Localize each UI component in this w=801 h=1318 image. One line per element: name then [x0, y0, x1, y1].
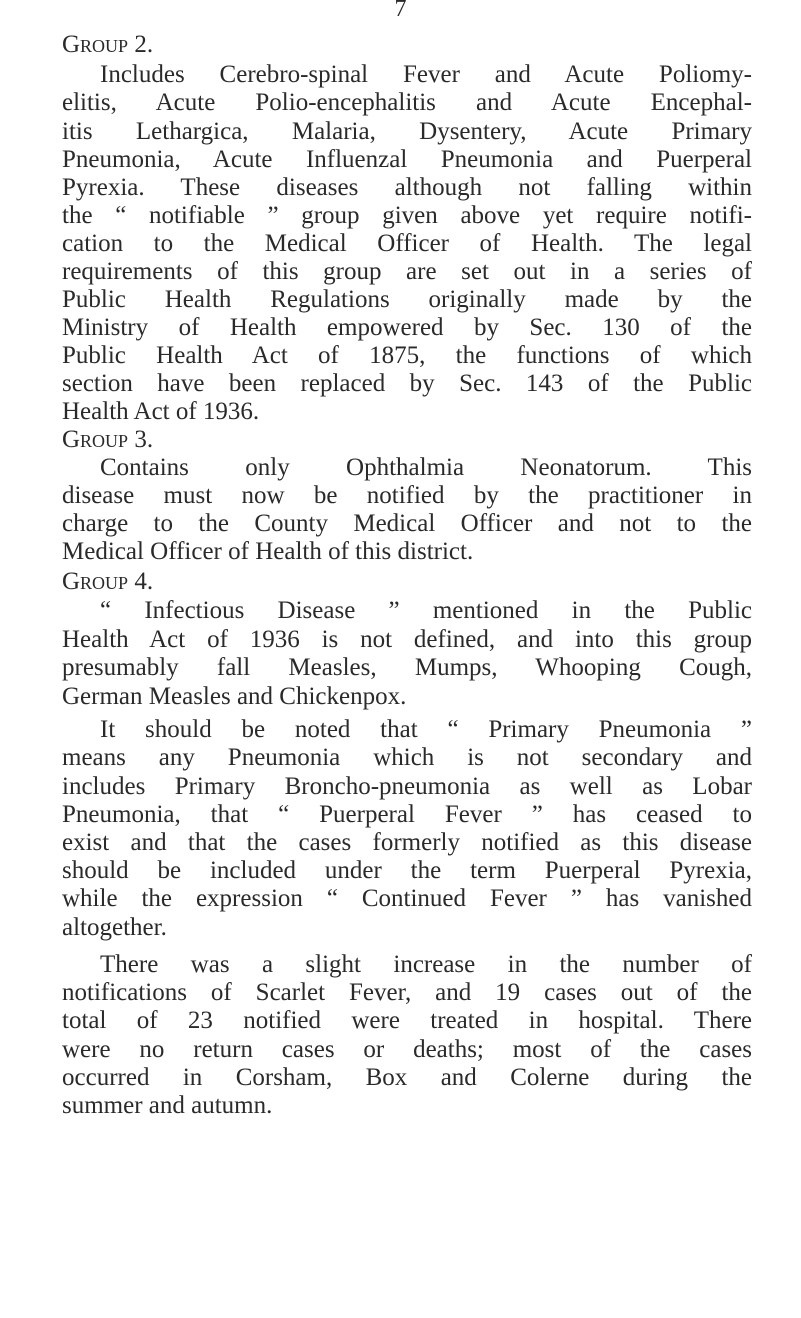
text-line: Medical Officer of Health of this district. [62, 538, 474, 565]
text-line: Health Act of 1936 is not defined, and into this group [62, 626, 752, 653]
text-line: notifications of Scarlet Fever, and 19 cases out of the [62, 979, 752, 1006]
text-line: Contains only Ophthalmia Neonatorum. This [100, 454, 752, 481]
text-line: Includes Cerebro-spinal Fever and Acute Poliomy- [100, 61, 752, 88]
text-line: Pneumonia, that “ Puerperal Fever ” has ceased to [62, 801, 752, 828]
text-line: disease must now be notified by the practitioner in [62, 482, 752, 509]
text-line: There was a slight increase in the number of [100, 951, 752, 978]
text-line: charge to the County Medical Officer and not to the [62, 510, 752, 537]
text-line: German Measles and Chickenpox. [62, 683, 407, 710]
text-line: It should be noted that “ Primary Pneumonia ” [100, 716, 752, 743]
text-line: Public Health Regulations originally made by the [62, 286, 752, 313]
text-line: “ Infectious Disease ” mentioned in the Public [100, 597, 752, 624]
text-line: Health Act of 1936. [62, 398, 260, 425]
text-line: Pneumonia, Acute Influenzal Pneumonia and Puerperal [62, 146, 752, 173]
section-heading: Group 4. [62, 568, 154, 595]
text-line: Public Health Act of 1875, the functions of which [62, 342, 752, 369]
text-line: while the expression “ Continued Fever ” has vanished [62, 885, 752, 912]
text-line: occurred in Corsham, Box and Colerne during the [62, 1064, 752, 1091]
page-number: 7 [394, 0, 407, 22]
text-line: exist and that the cases formerly notified as this disease [62, 829, 752, 856]
text-line: summer and autumn. [62, 1092, 273, 1119]
section-heading: Group 3. [62, 426, 154, 453]
text-line: total of 23 notified were treated in hospital. There [62, 1007, 752, 1034]
text-line: presumably fall Measles, Mumps, Whooping Cough, [62, 654, 752, 681]
text-line: elitis, Acute Polio-encephalitis and Acute Encephal- [62, 89, 752, 116]
text-line: section have been replaced by Sec. 143 of the Public [62, 370, 752, 397]
text-line: itis Lethargica, Malaria, Dysentery, Acute Primary [62, 118, 752, 145]
text-line: the “ notifiable ” group given above yet require notifi- [62, 202, 752, 229]
text-line: Pyrexia. These diseases although not falling within [62, 174, 752, 201]
text-line: means any Pneumonia which is not secondary and [62, 744, 752, 771]
text-line: were no return cases or deaths; most of the cases [62, 1036, 752, 1063]
text-line: altogether. [62, 914, 167, 941]
section-heading: Group 2. [62, 31, 154, 58]
text-line: Ministry of Health empowered by Sec. 130 of the [62, 314, 752, 341]
text-line: should be included under the term Puerperal Pyrexia, [62, 857, 752, 884]
text-line: cation to the Medical Officer of Health. The legal [62, 230, 752, 257]
text-line: requirements of this group are set out in a series of [62, 258, 752, 285]
text-line: includes Primary Broncho-pneumonia as well as Lobar [62, 773, 752, 800]
